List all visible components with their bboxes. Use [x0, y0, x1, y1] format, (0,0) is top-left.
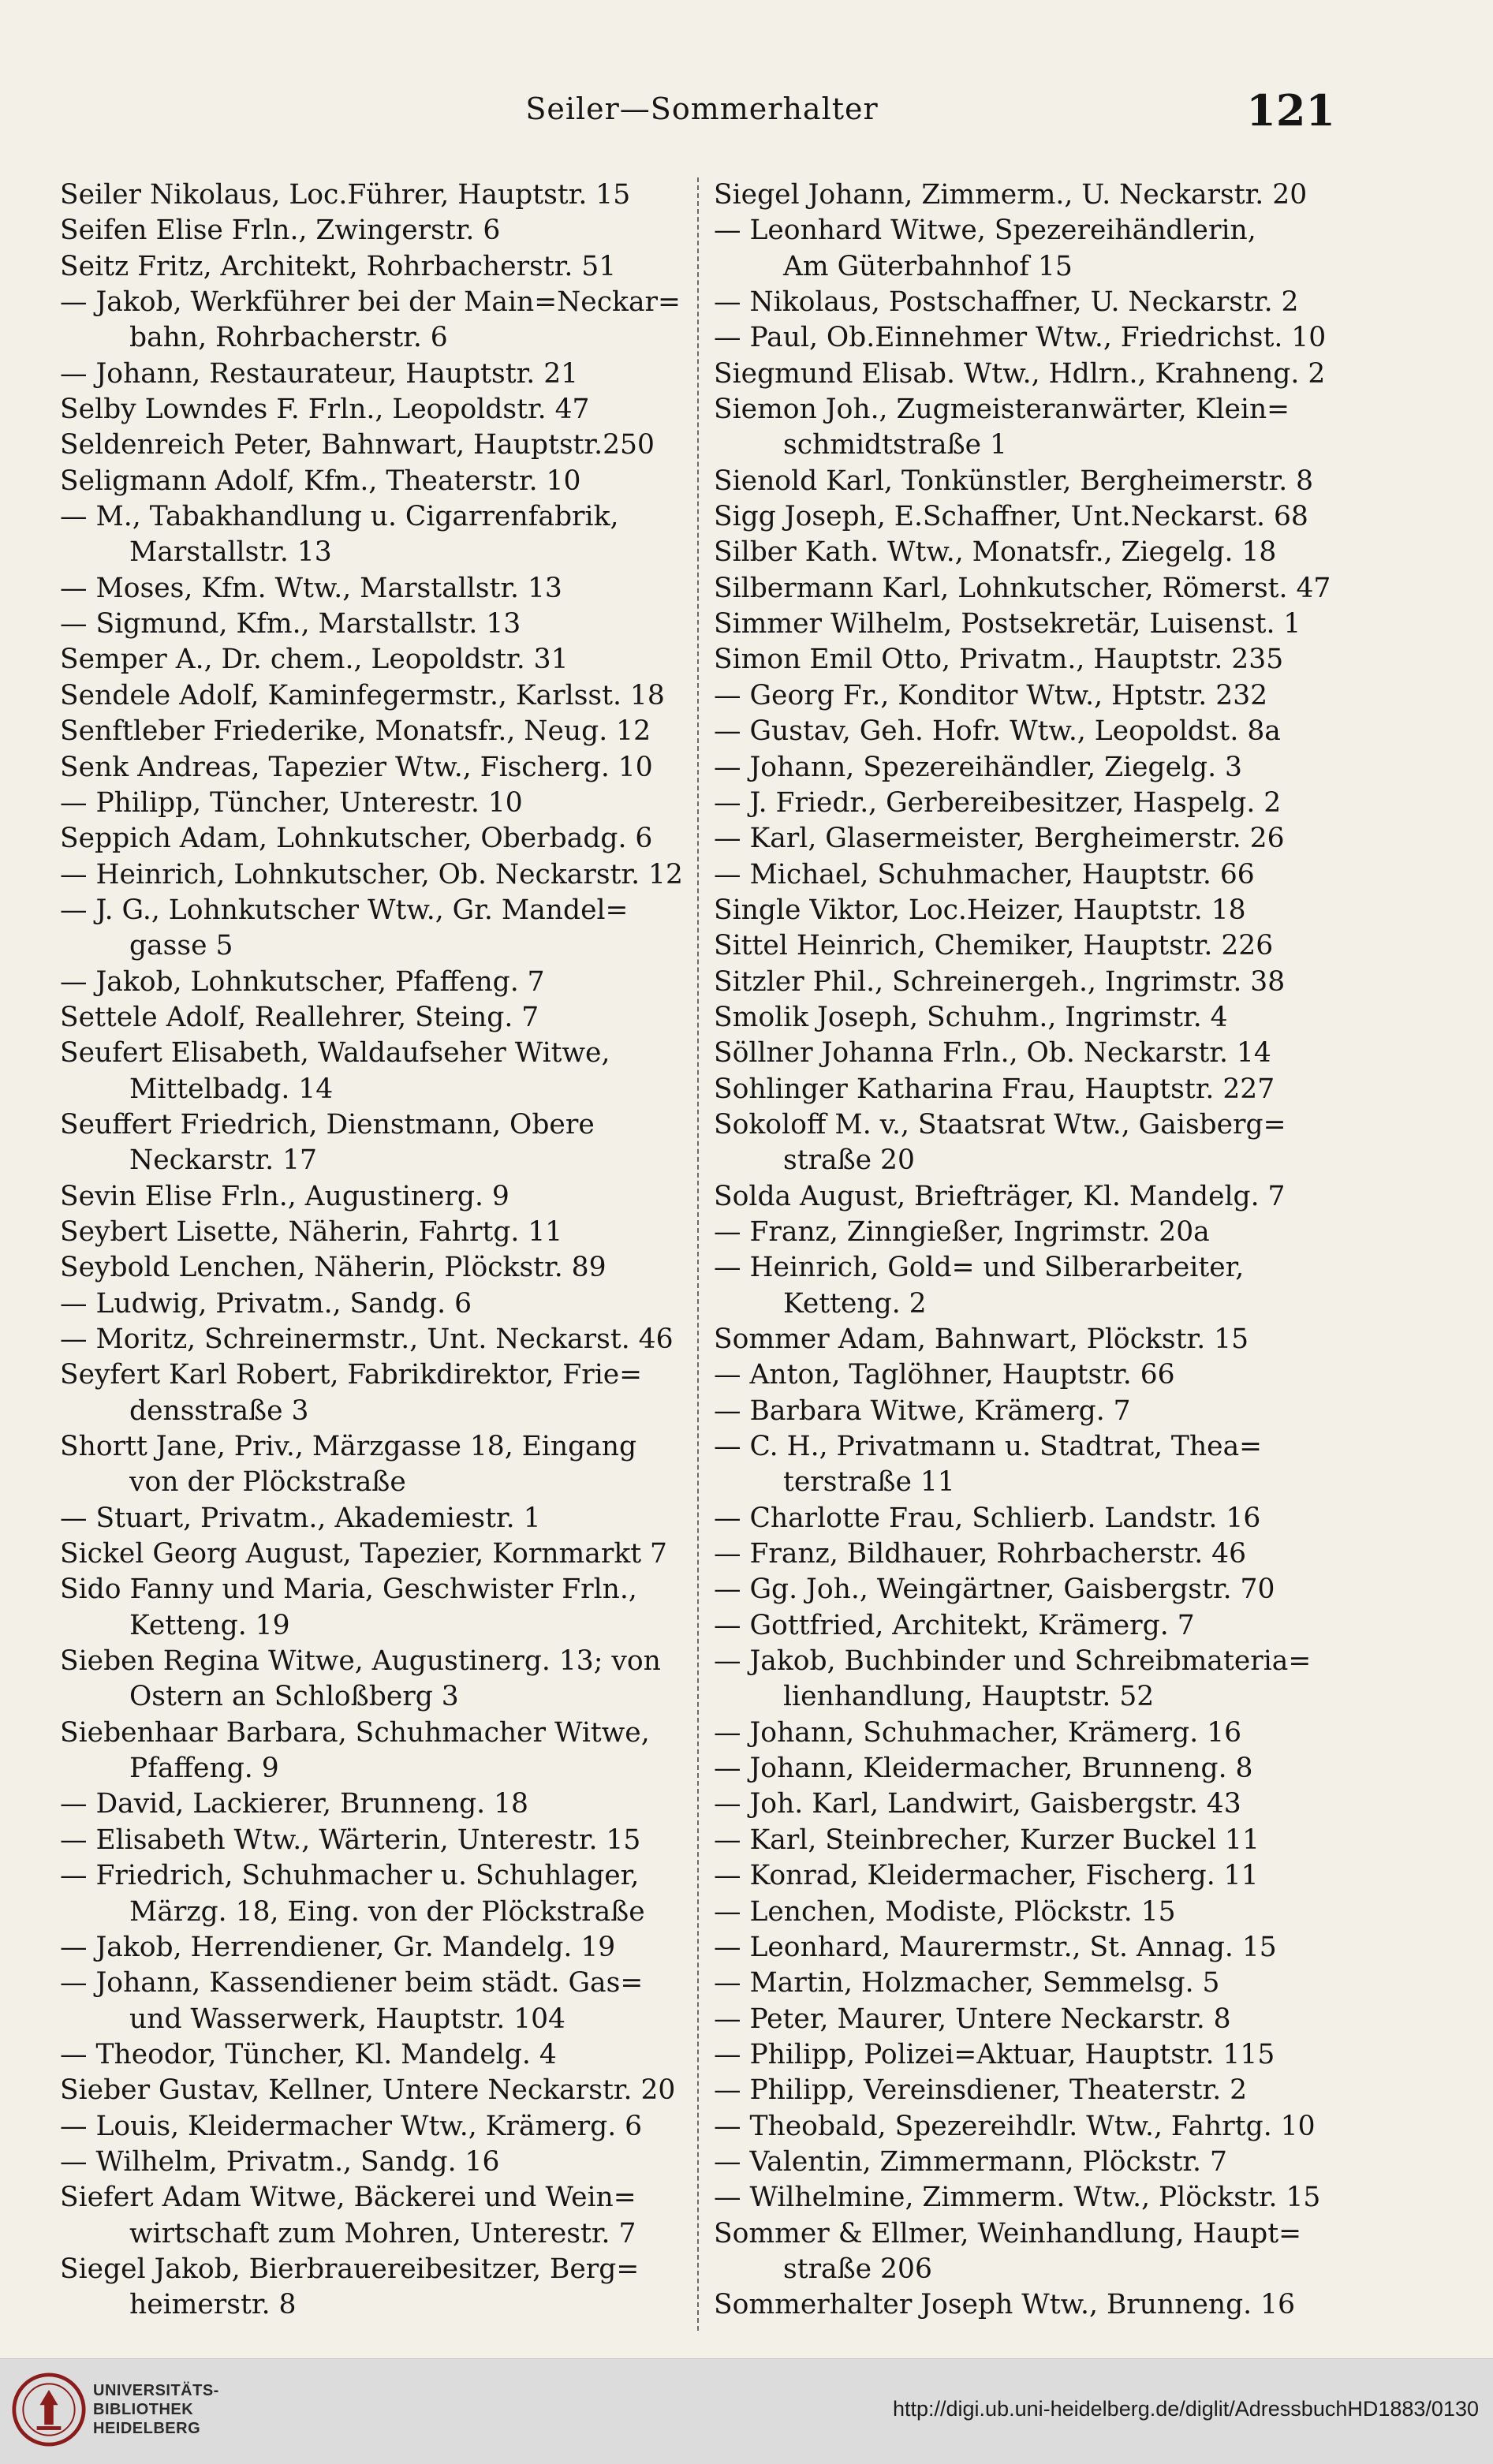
directory-entry-line: — Michael, Schuhmacher, Hauptstr. 66 — [714, 858, 1255, 890]
directory-entry-line: Siegel Johann, Zimmerm., U. Neckarstr. 20 — [714, 179, 1308, 211]
entry-continuation-line: Ketteng. 2 — [783, 1287, 927, 1320]
entry-continuation-line: densstraße 3 — [129, 1394, 309, 1427]
directory-entry-line: Shortt Jane, Priv., Märzgasse 18, Eingang — [60, 1431, 637, 1463]
directory-entry-line: Sendele Adolf, Kaminfegermstr., Karlsst. 18 — [60, 679, 665, 711]
directory-entry-line: — Joh. Karl, Landwirt, Gaisbergstr. 43 — [714, 1788, 1241, 1820]
directory-entry-line: — Louis, Kleidermacher Wtw., Krämerg. 6 — [60, 2110, 643, 2142]
directory-entry-line: — Martin, Holzmacher, Semmelsg. 5 — [714, 1967, 1220, 1999]
running-head: Seiler—Sommerhalter — [525, 91, 879, 126]
library-name-line: BIBLIOTHEK — [93, 2401, 194, 2418]
entry-continuation-line: terstraße 11 — [783, 1466, 955, 1499]
directory-entry-line: — Sigmund, Kfm., Marstallstr. 13 — [60, 608, 521, 640]
directory-entry-line: Söllner Johanna Frln., Ob. Neckarstr. 14 — [714, 1037, 1271, 1070]
directory-entry-line: Sokoloff M. v., Staatsrat Wtw., Gaisberg= — [714, 1108, 1286, 1141]
directory-entry-line: — Karl, Steinbrecher, Kurzer Buckel 11 — [714, 1824, 1260, 1856]
directory-entry-line: Sevin Elise Frln., Augustinerg. 9 — [60, 1180, 509, 1212]
directory-entry-line: Seybold Lenchen, Näherin, Plöckstr. 89 — [60, 1252, 607, 1284]
entry-continuation-line: von der Plöckstraße — [129, 1466, 406, 1499]
directory-entry-line: — Johann, Kleidermacher, Brunneng. 8 — [714, 1753, 1253, 1785]
right-column — [714, 177, 1351, 2324]
directory-entry-line: Sittel Heinrich, Chemiker, Hauptstr. 226 — [714, 930, 1274, 962]
entry-continuation-line: lienhandlung, Hauptstr. 52 — [783, 1681, 1155, 1713]
directory-entry-line: — Georg Fr., Konditor Wtw., Hptstr. 232 — [714, 679, 1268, 711]
directory-entry-line: — Gg. Joh., Weingärtner, Gaisbergstr. 70 — [714, 1574, 1275, 1606]
directory-entry-line: — Philipp, Vereinsdiener, Theaterstr. 2 — [714, 2074, 1248, 2107]
directory-entry-line: — Lenchen, Modiste, Plöckstr. 15 — [714, 1895, 1176, 1928]
directory-entry-line: — J. Friedr., Gerbereibesitzer, Haspelg. 2 — [714, 786, 1282, 819]
directory-entry-line: — Leonhard, Maurermstr., St. Annag. 15 — [714, 1931, 1277, 1963]
directory-entry-line: Seligmann Adolf, Kfm., Theaterstr. 10 — [60, 465, 581, 497]
directory-entry-line: Seifen Elise Frln., Zwingerstr. 6 — [60, 215, 501, 247]
directory-entry-line: Siegmund Elisab. Wtw., Hdlrn., Krahneng. 2 — [714, 357, 1326, 390]
directory-entry-line: — Nikolaus, Postschaffner, U. Neckarstr. 2 — [714, 286, 1299, 319]
directory-entry-line: Sigg Joseph, E.Schaffner, Unt.Neckarst. 68 — [714, 501, 1308, 533]
directory-entry-line: — Franz, Zinngießer, Ingrimstr. 20a — [714, 1215, 1210, 1248]
directory-entry-line: — Stuart, Privatm., Akademiestr. 1 — [60, 1502, 541, 1534]
page-number: 121 — [1246, 85, 1335, 136]
directory-entry-line: Seuffert Friedrich, Dienstmann, Obere — [60, 1108, 595, 1141]
directory-entry-line: Selby Lowndes F. Frln., Leopoldstr. 47 — [60, 394, 590, 426]
directory-entry-line: Seldenreich Peter, Bahnwart, Hauptstr.250 — [60, 429, 655, 461]
source-url-link[interactable]: http://digi.ub.uni-heidelberg.de/diglit/AdressbuchHD1883/0130 — [892, 2397, 1479, 2421]
directory-entry-line: — Valentin, Zimmermann, Plöckstr. 7 — [714, 2145, 1227, 2178]
directory-entry-line: — Barbara Witwe, Krämerg. 7 — [714, 1394, 1131, 1427]
directory-entry-line: — Friedrich, Schuhmacher u. Schuhlager, — [60, 1860, 640, 1892]
directory-entry-line: — Johann, Spezereihändler, Ziegelg. 3 — [714, 751, 1243, 783]
directory-entry-line: — Ludwig, Privatm., Sandg. 6 — [60, 1287, 472, 1320]
directory-entry-line: — Philipp, Tüncher, Unterestr. 10 — [60, 786, 523, 819]
entry-continuation-line: Neckarstr. 17 — [129, 1144, 317, 1177]
page-header — [0, 85, 1493, 140]
entry-continuation-line: heimerstr. 8 — [129, 2289, 297, 2321]
directory-entry-line: — C. H., Privatmann u. Stadtrat, Thea= — [714, 1431, 1263, 1463]
entry-continuation-line: Marstallstr. 13 — [129, 536, 332, 569]
directory-entry-line: — Gustav, Geh. Hofr. Wtw., Leopoldst. 8a — [714, 715, 1281, 748]
directory-entry-line: — Gottfried, Architekt, Krämerg. 7 — [714, 1609, 1195, 1641]
directory-entry-line: Silber Kath. Wtw., Monatsfr., Ziegelg. 18 — [714, 536, 1277, 569]
directory-entry-line: — Jakob, Buchbinder und Schreibmateria= — [714, 1645, 1312, 1678]
directory-entry-line: Single Viktor, Loc.Heizer, Hauptstr. 18 — [714, 894, 1246, 926]
left-column — [60, 177, 697, 2324]
directory-entry-line: Seufert Elisabeth, Waldaufseher Witwe, — [60, 1037, 610, 1070]
university-seal-icon — [11, 2372, 87, 2447]
directory-entry-line: Sienold Karl, Tonkünstler, Bergheimerstr. 8 — [714, 465, 1314, 497]
directory-entry-line: — Leonhard Witwe, Spezereihändlerin, — [714, 215, 1256, 247]
directory-entry-line: Siebenhaar Barbara, Schuhmacher Witwe, — [60, 1716, 650, 1749]
directory-entry-line: Silbermann Karl, Lohnkutscher, Römerst. 47 — [714, 572, 1331, 604]
directory-entry-line: — Charlotte Frau, Schlierb. Landstr. 16 — [714, 1502, 1261, 1534]
directory-entry-line: — Franz, Bildhauer, Rohrbacherstr. 46 — [714, 1538, 1247, 1570]
directory-entry-line: — Johann, Kassendiener beim städt. Gas= — [60, 1967, 644, 1999]
directory-entry-line: Sieber Gustav, Kellner, Untere Neckarstr. 20 — [60, 2074, 676, 2107]
directory-entry-line: Seppich Adam, Lohnkutscher, Oberbadg. 6 — [60, 823, 653, 855]
library-name-line: HEIDELBERG — [93, 2420, 201, 2437]
entry-continuation-line: Ketteng. 19 — [129, 1609, 290, 1641]
entry-continuation-line: Mittelbadg. 14 — [129, 1073, 334, 1105]
directory-entry-line: Senk Andreas, Tapezier Wtw., Fischerg. 10 — [60, 751, 653, 783]
footer-bar — [0, 2358, 1493, 2464]
entry-continuation-line: Märzg. 18, Eing. von der Plöckstraße — [129, 1895, 645, 1928]
directory-entry-line: — Karl, Glasermeister, Bergheimerstr. 26 — [714, 823, 1285, 855]
entry-continuation-line: Ostern an Schloßberg 3 — [129, 1681, 459, 1713]
directory-entry-line: — J. G., Lohnkutscher Wtw., Gr. Mandel= — [60, 894, 629, 926]
directory-entry-line: Seyfert Karl Robert, Fabrikdirektor, Frie= — [60, 1359, 643, 1391]
directory-entry-line: — Philipp, Polizei=Aktuar, Hauptstr. 115 — [714, 2038, 1275, 2070]
entry-continuation-line: straße 20 — [783, 1144, 915, 1177]
directory-entry-line: — Elisabeth Wtw., Wärterin, Unterestr. 15 — [60, 1824, 641, 1856]
directory-entry-line: — Wilhelm, Privatm., Sandg. 16 — [60, 2145, 500, 2178]
directory-entry-line: Senftleber Friederike, Monatsfr., Neug. 12 — [60, 715, 651, 748]
directory-entry-line: — Jakob, Lohnkutscher, Pfaffeng. 7 — [60, 965, 545, 998]
entry-continuation-line: gasse 5 — [129, 930, 233, 962]
entry-continuation-line: bahn, Rohrbacherstr. 6 — [129, 322, 448, 354]
directory-entry-line: — Konrad, Kleidermacher, Fischerg. 11 — [714, 1860, 1259, 1892]
directory-entry-line: — M., Tabakhandlung u. Cigarrenfabrik, — [60, 501, 619, 533]
directory-entry-line: Sohlinger Katharina Frau, Hauptstr. 227 — [714, 1073, 1275, 1105]
directory-entry-line: — Moses, Kfm. Wtw., Marstallstr. 13 — [60, 572, 562, 604]
directory-entry-line: Seiler Nikolaus, Loc.Führer, Hauptstr. 15 — [60, 179, 631, 211]
directory-entry-line: Sieben Regina Witwe, Augustinerg. 13; von — [60, 1645, 661, 1678]
directory-entry-line: — Jakob, Werkführer bei der Main=Neckar= — [60, 286, 681, 319]
directory-entry-line: — Paul, Ob.Einnehmer Wtw., Friedrichst. 10 — [714, 322, 1327, 354]
directory-entry-line: Sommer & Ellmer, Weinhandlung, Haupt= — [714, 2217, 1302, 2249]
directory-entry-line: — Heinrich, Gold= und Silberarbeiter, — [714, 1252, 1245, 1284]
directory-entry-line: Seitz Fritz, Architekt, Rohrbacherstr. 51 — [60, 250, 617, 282]
directory-entry-line: Solda August, Briefträger, Kl. Mandelg. 7 — [714, 1180, 1286, 1212]
directory-entry-line: Settele Adolf, Reallehrer, Steing. 7 — [60, 1001, 539, 1033]
directory-entry-line: — David, Lackierer, Brunneng. 18 — [60, 1788, 528, 1820]
entry-continuation-line: und Wasserwerk, Hauptstr. 104 — [129, 2003, 565, 2035]
directory-entry-line: — Theodor, Tüncher, Kl. Mandelg. 4 — [60, 2038, 557, 2070]
directory-entry-line: Simmer Wilhelm, Postsekretär, Luisenst. 1 — [714, 608, 1301, 640]
directory-entry-line: — Johann, Restaurateur, Hauptstr. 21 — [60, 357, 579, 390]
directory-entry-line: Seybert Lisette, Näherin, Fahrtg. 11 — [60, 1215, 563, 1248]
directory-entry-line: — Jakob, Herrendiener, Gr. Mandelg. 19 — [60, 1931, 616, 1963]
directory-entry-line: — Johann, Schuhmacher, Krämerg. 16 — [714, 1716, 1242, 1749]
directory-entry-line: Sitzler Phil., Schreinergeh., Ingrimstr. 38 — [714, 965, 1286, 998]
directory-entry-line: Sommer Adam, Bahnwart, Plöckstr. 15 — [714, 1323, 1249, 1355]
entry-continuation-line: schmidtstraße 1 — [783, 429, 1007, 461]
directory-entry-line: — Anton, Taglöhner, Hauptstr. 66 — [714, 1359, 1175, 1391]
directory-entry-line: Sickel Georg August, Tapezier, Kornmarkt 7 — [60, 1538, 668, 1570]
entry-continuation-line: Am Güterbahnhof 15 — [783, 250, 1073, 282]
directory-entry-line: — Wilhelmine, Zimmerm. Wtw., Plöckstr. 15 — [714, 2182, 1321, 2214]
directory-entry-line: Siemon Joh., Zugmeisteranwärter, Klein= — [714, 394, 1290, 426]
entry-continuation-line: straße 206 — [783, 2253, 932, 2285]
column-divider — [697, 177, 699, 2331]
directory-entry-line: — Peter, Maurer, Untere Neckarstr. 8 — [714, 2003, 1231, 2035]
directory-entry-line: Siefert Adam Witwe, Bäckerei und Wein= — [60, 2182, 636, 2214]
directory-entry-line: — Heinrich, Lohnkutscher, Ob. Neckarstr. 12 — [60, 858, 683, 890]
directory-entry-line: — Theobald, Spezereihdlr. Wtw., Fahrtg. 10 — [714, 2110, 1316, 2142]
directory-entry-line: Simon Emil Otto, Privatm., Hauptstr. 235 — [714, 644, 1284, 676]
library-name-line: UNIVERSITÄTS- — [93, 2382, 219, 2399]
directory-entry-line: — Moritz, Schreinermstr., Unt. Neckarst. 46 — [60, 1323, 674, 1355]
directory-entry-line: Sommerhalter Joseph Wtw., Brunneng. 16 — [714, 2289, 1296, 2321]
directory-entry-line: Sido Fanny und Maria, Geschwister Frln., — [60, 1574, 637, 1606]
directory-entry-line: Semper A., Dr. chem., Leopoldstr. 31 — [60, 644, 569, 676]
entry-continuation-line: Pfaffeng. 9 — [129, 1753, 279, 1785]
library-name — [93, 2381, 219, 2438]
entry-continuation-line: wirtschaft zum Mohren, Unterestr. 7 — [129, 2217, 636, 2249]
directory-entry-line: Siegel Jakob, Bierbrauereibesitzer, Berg= — [60, 2253, 640, 2285]
directory-entry-line: Smolik Joseph, Schuhm., Ingrimstr. 4 — [714, 1001, 1228, 1033]
